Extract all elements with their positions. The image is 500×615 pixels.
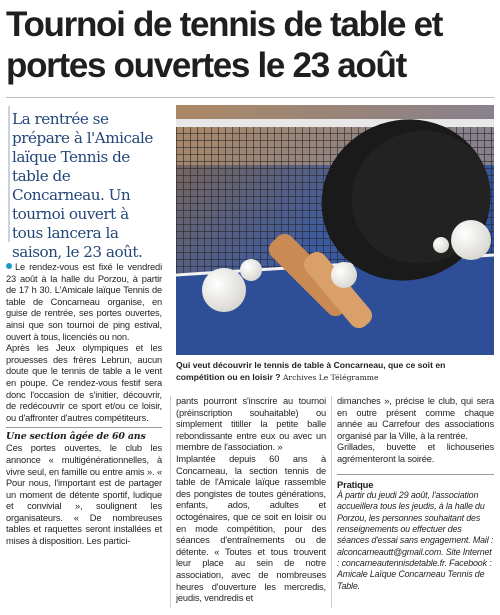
- lead-paragraph: [6, 262, 162, 343]
- paragraph: Implantée depuis 60 ans à Concarneau, la section tennis de table de l'Amicale laïque rassemble des pongistes de toutes générations, enfants, ados, adultes et octogénaires, que ce soit en loisir ou en mode compétition, pour des séances d'entraînements ou de détente. « Toutes et tous trouvent leur place au sein de notre association, avec de nombreuses heures d'ouverture les mercredis, jeudis, vendredis et: [176, 453, 326, 604]
- photo-caption: [176, 360, 494, 383]
- lead-text: Le rendez-vous est fixé le vendredi 23 août à la halle du Porzou, à partir de 17 h 30. L'Amicale laïque Tennis de table de Concarneau organise, en guise de rentrée, ses portes ouvertes, ainsi que son tournoi de ping estival, ouvert à tous, licenciés ou non.: [6, 262, 162, 342]
- column-divider: [170, 396, 171, 608]
- paragraph: dimanches », précise le club, qui sera en outre présent comme chaque année au Carrefour des associations organisé par la Ville, à la rentrée.: [337, 396, 494, 441]
- ping-pong-photo: [176, 105, 494, 355]
- section-subhead: Une section âgée de 60 ans: [6, 427, 162, 443]
- paragraph: pants pourront s'inscrire au tournoi (préinscription souhaitable) ou simplement titiller la petite balle rebondissante entre eux ou avec un membre de l'association. »: [176, 396, 326, 453]
- paragraph: Grillades, buvette et lichouseries agrémenteront la soirée.: [337, 442, 494, 464]
- column-3: [337, 396, 494, 592]
- pratique-body: À partir du jeudi 29 août, l'association accueillera tous les jeudis, à la halle du Porzou, les personnes souhaitant des renseignements ou effectuer des séances d'essai sans engagement. Mail : alconcarneautt@gmail.com. Site Internet : concarneautennisdetable.fr. Facebook : Amicale Laïque Concarneau Tennis de Table.: [337, 490, 494, 591]
- divider: [6, 97, 494, 98]
- paragraph: Ces portes ouvertes, le club les annonce « multigénérationnelles, à vivre seul, en famille ou entre amis ». « Pour nous, l'important est de partager un moment de détente sportif, ludique et convivial », soulignent les organisateurs. « De nombreuses tables et raquettes seront installées et mises à disposition. Les partici-: [6, 443, 162, 547]
- paragraph: Après les Jeux olympiques et les prouesses des frères Lebrun, aucun doute que le tennis de table a le vent en poupe. Ce rendez-vous festif sera donc l'occasion de s'initier, découvrir, de redécouvrir ce sport et/ou ce loisir, ou d'affronter d'autres compétiteurs.: [6, 343, 162, 423]
- caption-credit: Archives Le Télégramme: [282, 372, 379, 382]
- chapo-rule: [8, 106, 10, 242]
- bullet-dot-icon: [6, 263, 12, 269]
- headline: Tournoi de tennis de table et portes ouvertes le 23 août: [6, 5, 443, 85]
- chapo-intro: La rentrée se prépare à l'Amicale laïque Tennis de table de Concarneau. Un tournoi ouvert à tous lancera la saison, le 23 août.: [12, 110, 153, 261]
- column-1: [6, 262, 162, 548]
- caption-text: Qui veut découvrir le tennis de table à Concarneau, que ce soit en compétition ou en loisir ?: [176, 360, 446, 382]
- pratique-title: Pratique: [337, 474, 494, 491]
- article-photo: [176, 105, 494, 355]
- column-2: [176, 396, 326, 605]
- column-divider: [331, 396, 332, 608]
